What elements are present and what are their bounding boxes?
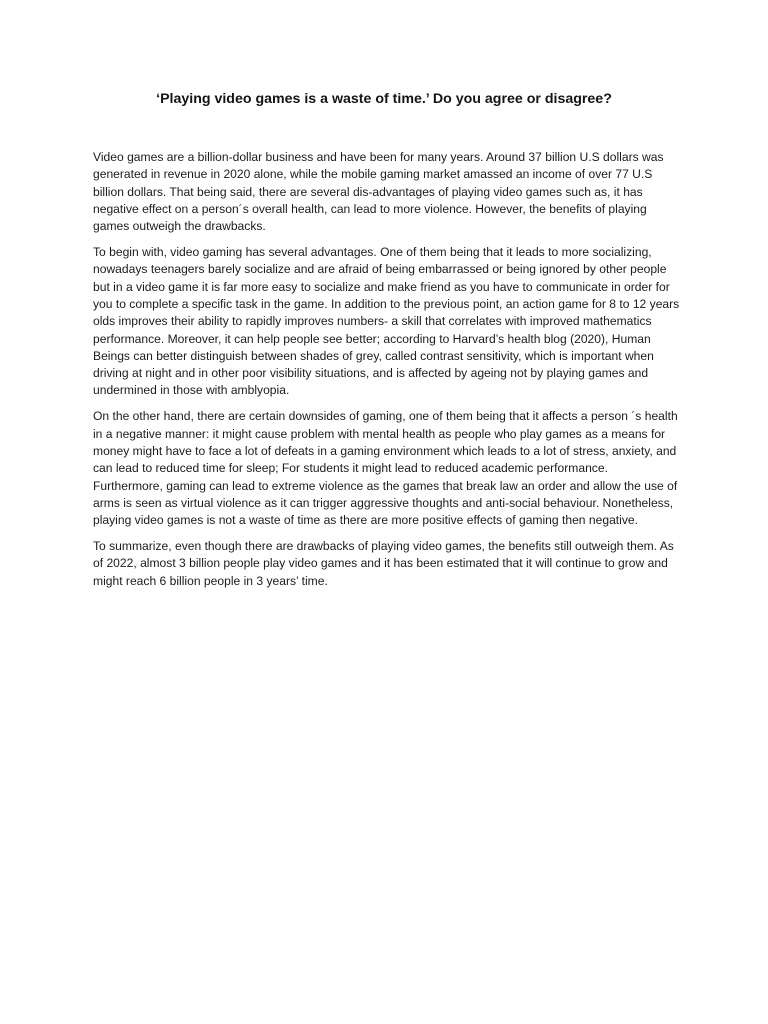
- paragraph-conclusion: To summarize, even though there are drawbacks of playing video games, the benefits still outweigh them. As of 2022, almost 3 billion people play video games and it has been estimated that it will continue to grow and might reach 6 billion people in 3 years’ time.: [93, 539, 674, 588]
- essay-title: ‘Playing video games is a waste of time.’ Do you agree or disagree?: [156, 91, 612, 107]
- paragraph-downsides: On the other hand, there are certain downsides of gaming, one of them being that it affects a person ´s health in a negative manner: it might cause problem with mental health as people who play games as a means for money might have to face a lot of defeats in a gaming environment which leads to a lot of stress, anxiety, and can lead to reduced time for sleep; For students it might lead to reduced academic performance. Furthermore, gaming can lead to extreme violence as the games that break law an order and allow the use of arms is seen as virtual violence as it can trigger aggressive thoughts and anti-social behaviour. Nonetheless, playing video games is not a waste of time as there are more positive effects of gaming then negative.: [93, 409, 678, 528]
- essay-body: [93, 149, 681, 599]
- paragraph-advantages: To begin with, video gaming has several advantages. One of them being that it leads to more socializing, nowadays teenagers barely socialize and are afraid of being embarrassed or being ignored by other people but in a video game it is far more easy to socialize and make friend as you have to communicate in order for you to complete a specific task in the game. In addition to the previous point, an action game for 8 to 12 years olds improves their ability to rapidly improves numbers- a skill that correlates with improved mathematics performance. Moreover, it can help people see better; according to Harvard’s health blog (2020), Human Beings can better distinguish between shades of grey, called contrast sensitivity, which is important when driving at night and in other poor visibility situations, and is affected by ageing not by playing games and undermined in those with amblyopia.: [93, 245, 680, 398]
- paragraph-introduction: Video games are a billion-dollar business and have been for many years. Around 37 billion U.S dollars was generated in revenue in 2020 alone, while the mobile gaming market amassed an income of over 77 U.S billion dollars. That being said, there are several dis-advantages of playing video games such as, it has negative effect on a person´s overall health, can lead to more violence. However, the benefits of playing games outweigh the drawbacks.: [93, 150, 664, 234]
